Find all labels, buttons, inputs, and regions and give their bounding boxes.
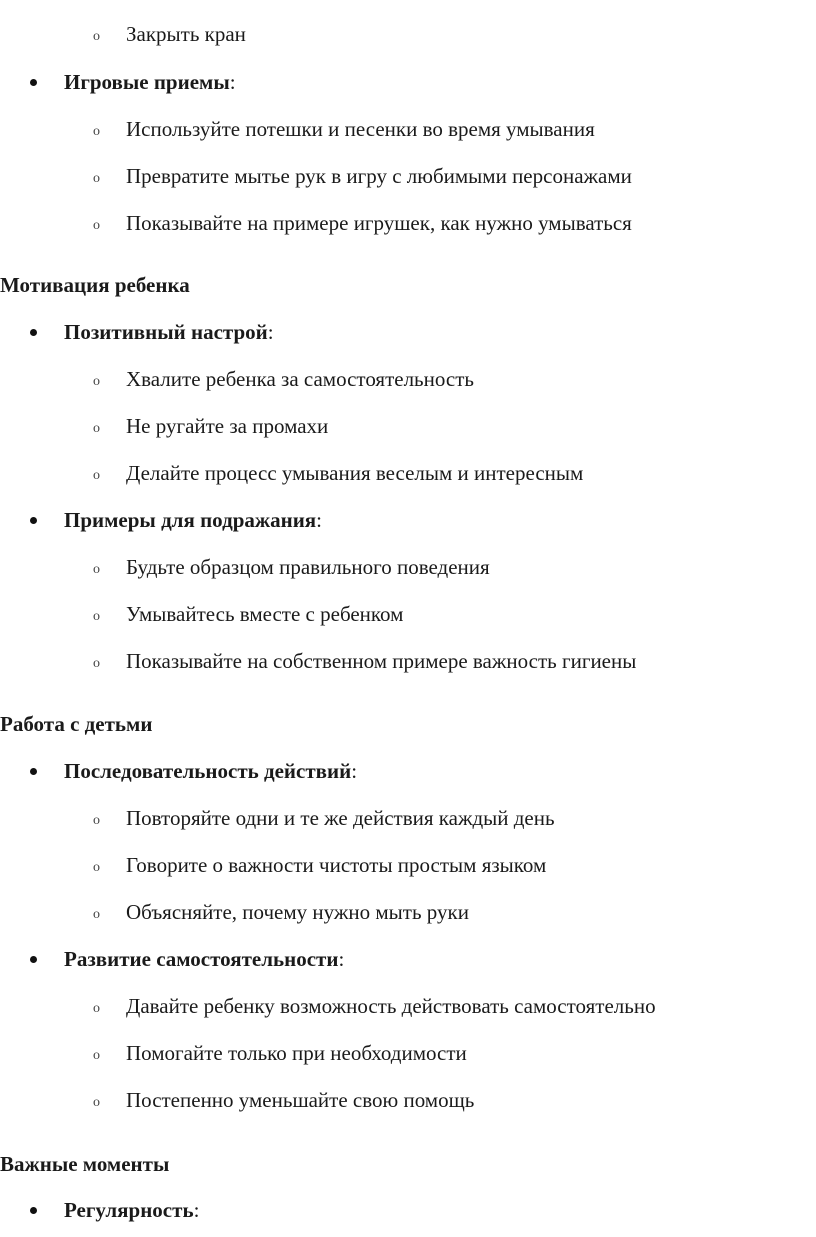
colon: :	[229, 70, 236, 94]
list-item-text	[64, 949, 344, 970]
list-item	[0, 842, 816, 889]
circle-bullet-icon: o	[93, 656, 100, 671]
list-item-label: Позитивный настрой	[64, 320, 268, 344]
circle-bullet-icon: o	[93, 562, 100, 577]
list-item	[0, 1030, 816, 1077]
circle-bullet-icon: o	[93, 29, 100, 44]
section-heading	[0, 701, 816, 748]
bullet-icon	[30, 329, 37, 336]
list-item	[0, 11, 816, 58]
list-item	[0, 638, 816, 685]
list-item	[0, 544, 816, 591]
list-item-text: Умывайтесь вместе с ребенком	[126, 602, 404, 626]
section-title: Работа с детьми	[0, 712, 153, 736]
list-item-text: Постепенно уменьшайте свою помощь	[126, 1088, 475, 1112]
colon: :	[267, 320, 274, 344]
list-item	[0, 200, 816, 247]
list-item-text: Показывайте на примере игрушек, как нужно умываться	[126, 211, 632, 235]
list-item-text	[64, 72, 236, 93]
list-item	[0, 356, 816, 403]
list-item-label: Регулярность	[64, 1198, 194, 1222]
list-item-label: Развитие самостоятельности	[64, 947, 339, 971]
list-item	[0, 889, 816, 936]
circle-bullet-icon: o	[93, 124, 100, 139]
list-item-text: Будьте образцом правильного поведения	[126, 555, 490, 579]
list-item	[0, 591, 816, 638]
bullet-icon	[30, 956, 37, 963]
list-item-label: Примеры для подражания	[64, 508, 317, 532]
list-item-text: Говорите о важности чистоты простым языком	[126, 853, 547, 877]
bullet-icon	[30, 517, 37, 524]
circle-bullet-icon: o	[93, 374, 100, 389]
list-item-text: Помогайте только при необходимости	[126, 1041, 467, 1065]
list-item	[0, 795, 816, 842]
list-item	[0, 1187, 816, 1234]
list-item	[0, 936, 816, 983]
circle-bullet-icon: o	[93, 907, 100, 922]
circle-bullet-icon: o	[93, 1048, 100, 1063]
list-item	[0, 403, 816, 450]
list-item	[0, 497, 816, 544]
circle-bullet-icon: o	[93, 421, 100, 436]
section-heading	[0, 262, 816, 309]
circle-bullet-icon: o	[93, 609, 100, 624]
bullet-icon	[30, 768, 37, 775]
list-item	[0, 59, 816, 106]
list-item-text: Превратите мытье рук в игру с любимыми персонажами	[126, 164, 632, 188]
list-item-text: Давайте ребенку возможность действовать самостоятельно	[126, 994, 656, 1018]
colon: :	[193, 1198, 200, 1222]
list-item-label: Игровые приемы	[64, 70, 230, 94]
list-item-text	[64, 322, 274, 343]
colon: :	[351, 759, 358, 783]
colon: :	[316, 508, 323, 532]
list-item-label: Последовательность действий	[64, 759, 352, 783]
circle-bullet-icon: o	[93, 171, 100, 186]
bullet-icon	[30, 1207, 37, 1214]
section-heading	[0, 1141, 816, 1188]
bullet-icon	[30, 79, 37, 86]
list-item-text: Не ругайте за промахи	[126, 414, 329, 438]
list-item-text: Закрыть кран	[126, 22, 246, 46]
circle-bullet-icon: o	[93, 1001, 100, 1016]
section-title: Важные моменты	[0, 1152, 170, 1176]
circle-bullet-icon: o	[93, 1095, 100, 1110]
list-item-text: Объясняйте, почему нужно мыть руки	[126, 900, 469, 924]
list-item	[0, 153, 816, 200]
circle-bullet-icon: o	[93, 218, 100, 233]
list-item-text: Повторяйте одни и те же действия каждый день	[126, 806, 555, 830]
circle-bullet-icon: o	[93, 860, 100, 875]
list-item	[0, 1077, 816, 1124]
list-item-text	[64, 1200, 199, 1221]
colon: :	[338, 947, 345, 971]
circle-bullet-icon: o	[93, 468, 100, 483]
list-item-text	[64, 761, 357, 782]
list-item-text: Показывайте на собственном примере важность гигиены	[126, 649, 637, 673]
list-item	[0, 748, 816, 795]
list-item	[0, 983, 816, 1030]
list-item-text: Используйте потешки и песенки во время умывания	[126, 117, 595, 141]
list-item	[0, 106, 816, 153]
section-title: Мотивация ребенка	[0, 273, 190, 297]
list-item-text: Делайте процесс умывания веселым и интересным	[126, 461, 584, 485]
list-item-text	[64, 510, 322, 531]
circle-bullet-icon: o	[93, 813, 100, 828]
list-item-text: Хвалите ребенка за самостоятельность	[126, 367, 474, 391]
list-item	[0, 309, 816, 356]
list-item	[0, 450, 816, 497]
